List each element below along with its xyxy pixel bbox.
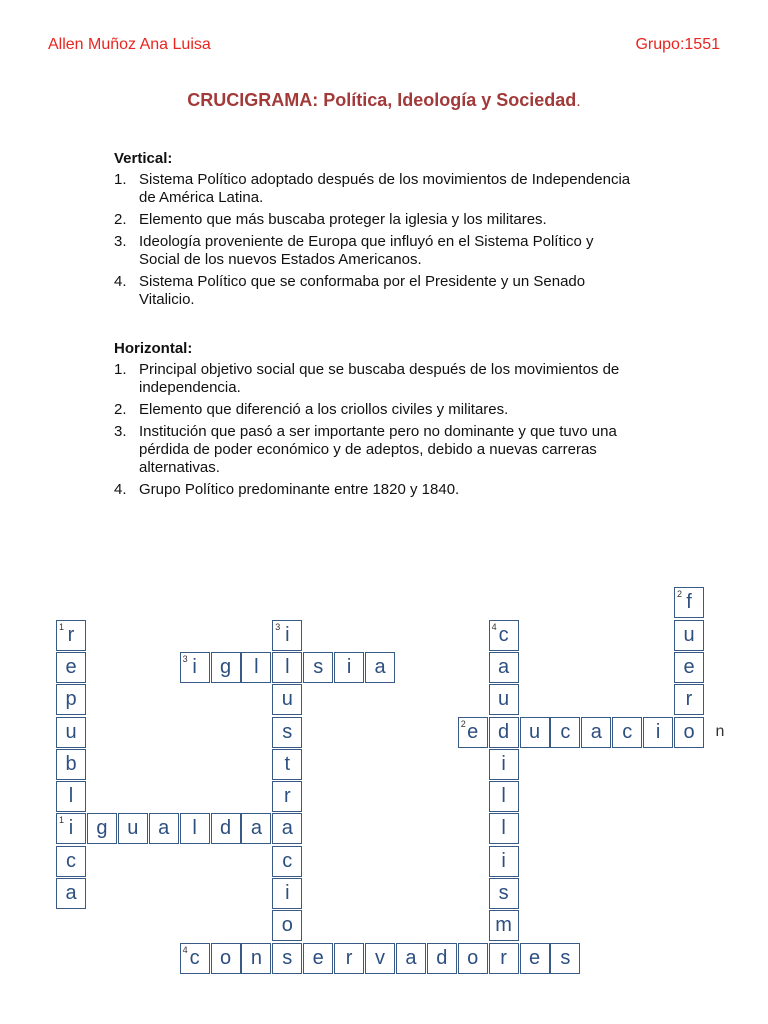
cell-letter: r (283, 785, 291, 808)
cell-letter: c (498, 623, 509, 646)
crossword-cell[interactable] (674, 587, 704, 618)
cell-letter: a (590, 720, 602, 743)
page-title-period: . (576, 93, 581, 110)
crossword-cell[interactable] (56, 652, 86, 683)
cell-letter: i (655, 720, 661, 743)
cell-letter: o (467, 946, 479, 969)
clue-number: 3. (114, 233, 127, 250)
cell-clue-number: 3 (182, 653, 188, 664)
cell-letter: e (528, 946, 541, 969)
cell-letter: s (313, 655, 324, 678)
clue-number: 1. (114, 171, 127, 188)
cell-clue-number: 1 (59, 815, 65, 826)
cell-letter: n (250, 946, 262, 969)
crossword-cell[interactable] (211, 813, 241, 844)
cell-letter: b (65, 752, 77, 775)
cell-letter: l (254, 655, 259, 678)
cell-letter: g (96, 817, 108, 840)
cell-letter: a (281, 817, 293, 840)
cell-letter: s (282, 946, 293, 969)
crossword-cell[interactable] (334, 943, 364, 974)
crossword-cell[interactable] (272, 749, 302, 780)
crossword-cell[interactable] (489, 684, 519, 715)
cell-letter: a (158, 817, 170, 840)
cell-letter: i (285, 882, 290, 904)
crossword-open-letter: n (715, 722, 725, 740)
crossword-cell[interactable] (427, 943, 457, 974)
cell-letter: r (500, 946, 507, 969)
cell-letter: l (501, 785, 506, 808)
cell-letter: u (65, 720, 77, 743)
cell-letter: a (65, 882, 77, 904)
group-number: Grupo:1551 (635, 36, 720, 53)
crossword-cell[interactable] (334, 652, 364, 683)
crossword-cell[interactable] (272, 846, 302, 877)
cell-letter: m (495, 914, 512, 937)
crossword-cell[interactable] (581, 717, 611, 748)
crossword-cell[interactable] (674, 684, 704, 715)
cell-letter: e (683, 655, 695, 678)
cell-clue-number: 2 (677, 589, 683, 600)
clue-number: 2. (114, 211, 127, 228)
cell-letter: s (282, 720, 293, 743)
crossword-cell[interactable] (643, 717, 673, 748)
crossword-cell[interactable] (489, 749, 519, 780)
crossword-cell[interactable] (272, 684, 302, 715)
crossword-cell[interactable] (56, 878, 86, 909)
cell-letter: l (68, 785, 74, 808)
crossword-cell[interactable] (489, 781, 519, 812)
crossword-cell[interactable] (489, 813, 519, 844)
clue-number: 3. (114, 423, 127, 440)
cell-letter: e (65, 655, 77, 678)
cell-letter: a (498, 655, 510, 678)
crossword-cell[interactable] (674, 620, 704, 651)
clue-number: 2. (114, 401, 127, 418)
cell-letter: r (345, 946, 353, 969)
cell-letter: e (312, 946, 324, 969)
crossword-cell[interactable] (489, 717, 519, 748)
crossword-cell[interactable] (56, 846, 86, 877)
crossword-cell[interactable] (612, 717, 642, 748)
crossword-cell[interactable] (272, 652, 302, 683)
crossword-cell[interactable] (87, 813, 117, 844)
cell-clue-number: 4 (182, 944, 188, 955)
crossword-cell[interactable] (489, 910, 519, 941)
cell-letter: c (189, 946, 200, 969)
cell-letter: i (68, 817, 74, 840)
cell-letter: p (65, 688, 77, 711)
crossword-cell[interactable] (180, 652, 210, 683)
cell-clue-number: 1 (59, 621, 65, 632)
crossword-cell[interactable] (520, 943, 550, 974)
cell-letter: a (405, 946, 417, 969)
crossword-cell[interactable] (272, 781, 302, 812)
cell-letter: e (467, 720, 479, 743)
crossword-cell[interactable] (211, 652, 241, 683)
crossword-cell[interactable] (550, 943, 580, 974)
crossword-cell[interactable] (489, 620, 519, 651)
crossword-cell[interactable] (272, 813, 302, 844)
crossword-cell[interactable] (550, 717, 580, 748)
crossword-cell[interactable] (272, 878, 302, 909)
crossword-cell[interactable] (458, 943, 488, 974)
cell-letter: s (560, 946, 571, 969)
cell-letter: c (282, 849, 293, 872)
vertical-heading: Vertical: (114, 150, 173, 167)
cell-letter: s (498, 882, 509, 904)
clue-text: Institución que pasó a ser importante pero no dominante y que tuvo una pérdida de poder económico y de adeptos, debido a nuevas carreras alternativas. (139, 423, 617, 476)
cell-letter: d (436, 946, 448, 969)
cell-clue-number: 4 (491, 621, 497, 632)
cell-letter: u (281, 688, 293, 711)
crossword-cell[interactable] (56, 813, 86, 844)
crossword-cell[interactable] (272, 910, 302, 941)
crossword-cell[interactable] (674, 652, 704, 683)
crossword-cell[interactable] (396, 943, 426, 974)
cell-clue-number: 3 (275, 621, 281, 632)
crossword-cell[interactable] (149, 813, 179, 844)
crossword-cell[interactable] (365, 652, 395, 683)
clue-text: Elemento que más buscaba proteger la iglesia y los militares. (139, 211, 547, 228)
cell-letter: i (346, 655, 352, 678)
clue-text: Elemento que diferenció a los criollos civiles y militares. (139, 401, 509, 418)
cell-letter: u (528, 720, 541, 743)
cell-letter: u (498, 688, 510, 711)
cell-letter: o (281, 914, 293, 937)
cell-letter: o (219, 946, 232, 969)
crossword-cell[interactable] (272, 943, 302, 974)
crossword-cell[interactable] (520, 717, 550, 748)
crossword-cell[interactable] (241, 813, 271, 844)
cell-clue-number: 2 (460, 718, 466, 729)
cell-letter: f (686, 591, 692, 614)
clue-text: Ideología proveniente de Europa que influyó en el Sistema Político y Social de los nuevos Estados Americanos. (139, 233, 594, 268)
crossword-cell[interactable] (180, 813, 210, 844)
crossword-cell[interactable] (56, 684, 86, 715)
cell-letter: v (375, 946, 385, 969)
clue-text: Principal objetivo social que se buscaba después de los movimientos de independencia. (139, 361, 620, 396)
page-title-text: CRUCIGRAMA: Política, Ideología y Sociedad (187, 90, 577, 110)
crossword-cell[interactable] (272, 717, 302, 748)
crossword-cell[interactable] (56, 717, 86, 748)
clue-text: Sistema Político adoptado después de los movimientos de Independencia de América Latina. (139, 171, 631, 206)
cell-letter: a (250, 817, 262, 840)
crossword-cell[interactable] (56, 781, 86, 812)
cell-letter: c (66, 849, 76, 872)
cell-letter: t (284, 752, 291, 775)
clue-number: 1. (114, 361, 127, 378)
crossword-cell[interactable] (241, 652, 271, 683)
crossword-cell[interactable] (303, 943, 333, 974)
clue-text: Sistema Político que se conformaba por el Presidente y un Senado Vitalicio. (139, 273, 586, 308)
student-name: Allen Muñoz Ana Luisa (48, 36, 211, 53)
cell-letter: i (192, 655, 197, 678)
crossword-cell[interactable] (241, 943, 271, 974)
cell-letter: c (622, 720, 633, 743)
cell-letter: d (498, 720, 510, 743)
clue-number: 4. (114, 481, 127, 498)
cell-letter: a (374, 655, 386, 678)
crossword-cell[interactable] (56, 749, 86, 780)
crossword-cell[interactable] (489, 846, 519, 877)
cell-letter: g (219, 655, 232, 678)
cell-letter: l (501, 817, 506, 840)
cell-letter: o (683, 720, 695, 743)
cell-letter: c (560, 720, 571, 743)
crossword-cell[interactable] (272, 620, 302, 651)
cell-letter: l (285, 655, 290, 678)
crossword-cell[interactable] (489, 878, 519, 909)
crossword-cell[interactable] (118, 813, 148, 844)
clue-text: Grupo Político predominante entre 1820 y 1840. (139, 481, 460, 498)
crossword-cell[interactable] (56, 620, 86, 651)
crossword-cell[interactable] (211, 943, 241, 974)
crossword-cell[interactable] (303, 652, 333, 683)
crossword-cell[interactable] (458, 717, 488, 748)
horizontal-heading: Horizontal: (114, 340, 193, 357)
crossword-cell[interactable] (489, 943, 519, 974)
cell-letter: d (219, 817, 232, 840)
clue-number: 4. (114, 273, 127, 290)
cell-letter: i (285, 623, 290, 646)
crossword-cell[interactable] (674, 717, 704, 748)
cell-letter: i (501, 849, 506, 872)
cell-letter: u (683, 623, 695, 646)
cell-letter: i (501, 752, 506, 775)
crossword-cell[interactable] (489, 652, 519, 683)
cell-letter: r (685, 688, 693, 711)
crossword-cell[interactable] (180, 943, 210, 974)
cell-letter: u (127, 817, 139, 840)
crossword-cell[interactable] (365, 943, 395, 974)
cell-letter: r (67, 623, 75, 646)
cell-letter: l (192, 817, 197, 840)
